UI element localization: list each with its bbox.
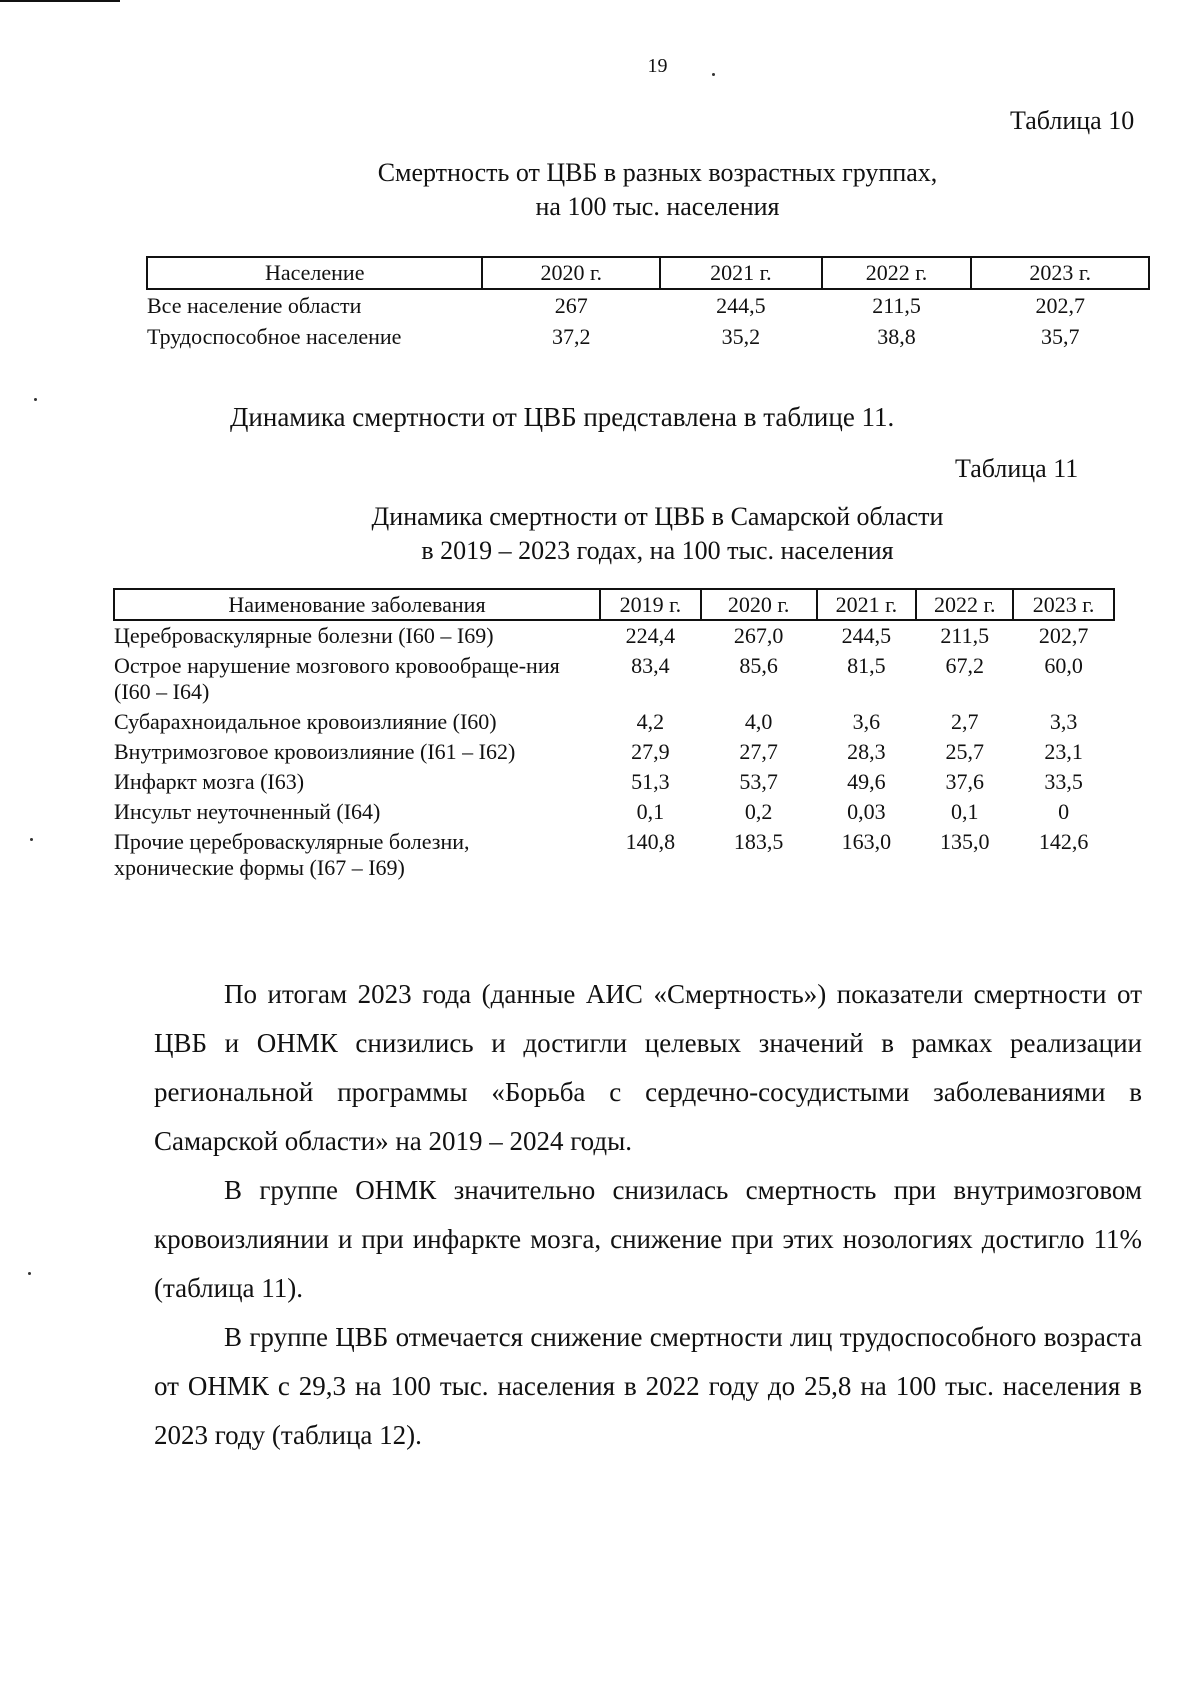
table11-cell: 0,2 bbox=[744, 799, 773, 824]
table10-cell: 38,8 bbox=[877, 323, 916, 349]
table11-cell: 23,1 bbox=[1044, 739, 1083, 764]
table11-cell: 83,4 bbox=[631, 653, 670, 678]
table11-cell: 183,5 bbox=[733, 829, 784, 854]
paragraph: По итогам 2023 года (данные АИС «Смертность») показатели смертности от ЦВБ и ОНМК снизились и достигли целевых значений в рамках реализации региональной программы «Борьба с сердечно-сосудистыми заболеваниями в Самарской области» на 2019 – 2024 годы. bbox=[154, 979, 1142, 1156]
scan-speck bbox=[28, 1272, 31, 1275]
table10-header-cell: Население bbox=[147, 257, 482, 289]
table10 bbox=[146, 256, 1150, 352]
table-row bbox=[114, 651, 1114, 707]
table10-cell: 211,5 bbox=[872, 292, 921, 318]
table11-cell: 60,0 bbox=[1044, 653, 1083, 678]
table11-cell: Прочие цереброваскулярные болезни, хронические формы (I67 – I69) bbox=[114, 829, 470, 880]
table11-cell: Острое нарушение мозгового кровообраще-ния (I60 – I64) bbox=[114, 653, 560, 704]
table11-header-row bbox=[114, 589, 1114, 620]
table11-cell: 67,2 bbox=[945, 653, 984, 678]
table11-header-cell: 2020 г. bbox=[701, 589, 817, 620]
table10-header-cell: 2021 г. bbox=[660, 257, 822, 289]
table10-cell: 202,7 bbox=[1035, 292, 1085, 318]
table11-cell: 49,6 bbox=[847, 769, 886, 794]
table11-cell: 3,3 bbox=[1049, 709, 1078, 734]
table10-cell: 35,7 bbox=[1040, 323, 1080, 349]
table11-cell: Инфаркт мозга (I63) bbox=[114, 769, 305, 794]
table11-cell: 0,03 bbox=[847, 799, 886, 824]
table10-header-cell: 2020 г. bbox=[482, 257, 660, 289]
table11-cell: 27,9 bbox=[631, 739, 670, 764]
scan-speck bbox=[712, 73, 715, 76]
table10-cell: Трудоспособное население bbox=[147, 323, 402, 349]
table-row bbox=[114, 737, 1114, 767]
table11-cell: 51,3 bbox=[631, 769, 670, 794]
table11-cell: 244,5 bbox=[841, 623, 892, 648]
table10-cell: 35,2 bbox=[721, 323, 761, 349]
table10-title-line2: на 100 тыс. населения bbox=[535, 192, 780, 221]
paragraph: В группе ЦВБ отмечается снижение смертности лиц трудоспособного возраста от ОНМК с 29,3 на 100 тыс. населения в 2022 году до 25,8 на 100 тыс. населения в 2023 году (таблица 12). bbox=[154, 1322, 1142, 1450]
table11-title-line1: Динамика смертности от ЦВБ в Самарской области bbox=[371, 502, 944, 531]
table11-cell: 211,5 bbox=[940, 623, 990, 648]
scan-edge-rule bbox=[0, 0, 120, 2]
table11-cell: 27,7 bbox=[739, 739, 778, 764]
table11-cell: 81,5 bbox=[847, 653, 886, 678]
table11-cell: Субарахноидальное кровоизлияние (I60) bbox=[114, 709, 497, 734]
table10-header-cell: 2022 г. bbox=[822, 257, 972, 289]
scan-speck bbox=[30, 838, 33, 841]
table10-cell: 244,5 bbox=[716, 292, 766, 318]
table11-header-cell: 2023 г. bbox=[1013, 589, 1114, 620]
table11-cell: Цереброваскулярные болезни (I60 – I69) bbox=[114, 623, 494, 648]
table11-cell: 202,7 bbox=[1038, 623, 1089, 648]
table11-cell: 140,8 bbox=[625, 829, 676, 854]
table11-cell: 2,7 bbox=[950, 709, 979, 734]
table11-cell: 267,0 bbox=[733, 623, 784, 648]
table10-cell: 267 bbox=[554, 292, 588, 318]
table11-cell: 85,6 bbox=[739, 653, 778, 678]
paragraph: В группе ОНМК значительно снизилась смертность при внутримозговом кровоизлиянии и при инфаркте мозга, снижение при этих нозологиях достигло 11% (таблица 11). bbox=[154, 1175, 1142, 1303]
table10-cell: 37,2 bbox=[551, 323, 591, 349]
table11-header-cell: 2022 г. bbox=[916, 589, 1013, 620]
table11-header-cell: 2021 г. bbox=[817, 589, 917, 620]
table10-title-line1: Смертность от ЦВБ в разных возрастных группах, bbox=[377, 158, 938, 187]
table11-cell: 0,1 bbox=[950, 799, 979, 824]
table10-header-row bbox=[147, 257, 1149, 289]
table11-header-cell: 2019 г. bbox=[600, 589, 701, 620]
table-row bbox=[114, 620, 1114, 651]
table11-cell: 37,6 bbox=[945, 769, 984, 794]
table11-cell: 28,3 bbox=[847, 739, 886, 764]
table11-cell: 4,2 bbox=[636, 709, 665, 734]
table11-cell: 0,1 bbox=[636, 799, 665, 824]
table11 bbox=[113, 588, 1115, 883]
table11-cell: 142,6 bbox=[1038, 829, 1089, 854]
table-row bbox=[147, 321, 1149, 352]
table11-cell: 4,0 bbox=[744, 709, 773, 734]
table10-label: Таблица 10 bbox=[1010, 106, 1135, 135]
lead-text: Динамика смертности от ЦВБ представлена в таблице 11. bbox=[230, 402, 895, 432]
table10-header-cell: 2023 г. bbox=[971, 257, 1149, 289]
table11-cell: Внутримозговое кровоизлияние (I61 – I62) bbox=[114, 739, 516, 764]
table11-label: Таблица 11 bbox=[955, 454, 1079, 483]
table11-cell: 0 bbox=[1058, 799, 1070, 824]
table-row bbox=[114, 827, 1114, 883]
table11-cell: 224,4 bbox=[625, 623, 676, 648]
table11-cell: 135,0 bbox=[939, 829, 990, 854]
table-row bbox=[114, 797, 1114, 827]
body-text bbox=[154, 970, 1142, 1460]
table11-cell: 163,0 bbox=[841, 829, 892, 854]
table11-header-cell: Наименование заболевания bbox=[114, 589, 600, 620]
table11-cell: 25,7 bbox=[945, 739, 984, 764]
table10-cell: Все население области bbox=[147, 292, 362, 318]
page-number: 19 bbox=[647, 55, 668, 77]
scan-speck bbox=[34, 398, 37, 401]
table-row bbox=[147, 289, 1149, 321]
table-row bbox=[114, 767, 1114, 797]
table-row bbox=[114, 707, 1114, 737]
table11-cell: 53,7 bbox=[739, 769, 778, 794]
table11-cell: 33,5 bbox=[1044, 769, 1083, 794]
table11-cell: 3,6 bbox=[852, 709, 881, 734]
table11-title-line2: в 2019 – 2023 годах, на 100 тыс. населения bbox=[421, 536, 894, 565]
table11-cell: Инсульт неуточненный (I64) bbox=[114, 799, 381, 824]
